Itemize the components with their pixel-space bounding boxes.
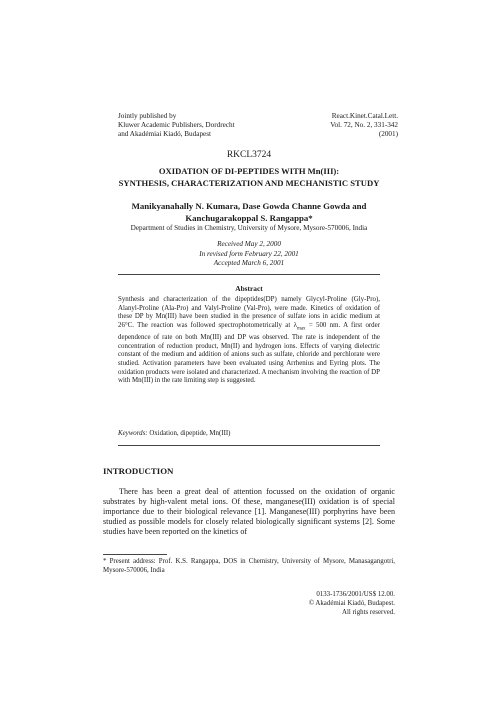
footnote: * Present address: Prof. K.S. Rangappa, DOS in Chemistry, University of Mysore, Manasagangotri, Mysore-570006, India: [103, 558, 395, 574]
journal-citation: [330, 112, 398, 140]
introduction-paragraph: There has been a great deal of attention focussed on the oxidation of organic substrates by high-valent metal ions. Of these, manganese(III) oxidation is of special importance due to their biological relevance [1]. Manganese(III) porphyrins have been studied as possible models for closely related biologically significant systems [2]. Some studies have been reported on the kinetics of: [103, 487, 395, 536]
paper-title: [118, 166, 380, 189]
accepted-date: Accepted March 6, 2001: [213, 259, 285, 267]
copyright-line: © Akadémiai Kiadó, Budapest.: [308, 600, 395, 607]
abstract-bottom-rule: [118, 445, 380, 446]
received-date: Received May 2, 2000: [217, 240, 281, 248]
author-line: Kanchugarakoppal S. Rangappa*: [185, 212, 313, 223]
journal-name: React.Kinet.Catal.Lett.: [331, 112, 398, 120]
section-heading: INTRODUCTION: [103, 466, 174, 476]
issn-line: 0133-1736/2001/US$ 12.00.: [316, 591, 395, 598]
affiliation: Department of Studies in Chemistry, University of Mysore, Mysore-570006, India: [130, 224, 368, 232]
revised-date: In revised form February 22, 2001: [199, 249, 299, 258]
title-line: OXIDATION OF DI-PEPTIDES WITH Mn(III):: [158, 166, 340, 176]
lambda-subscript: max: [296, 326, 306, 332]
abstract-text-part: = 500 nm. A first order dependence of rate on both Mn(III) and DP was observed. The rate is independent of the concentration of reduction product, Mn(II) and hydrogen ions. Effects of varying dielectric constant of the medium and addition of anions such as sulfate, chloride and perchlorate were studied. Activation parameters have been evaluated using Arrhenius and Eyring plots. The oxidation products were isolated and characterized. A mechanism involving the reaction of DP with Mn(III) in the rate limiting step is suggested.: [118, 321, 380, 385]
footnote-rule: [103, 554, 167, 555]
copyright-notice: [309, 590, 395, 617]
publisher-line: Jointly published by: [118, 112, 177, 120]
abstract-heading: Abstract: [235, 284, 263, 293]
abstract-body: [118, 296, 380, 386]
submission-dates: [118, 240, 380, 269]
journal-volume: Vol. 72, No. 2, 331-342: [330, 121, 398, 130]
author-list: [118, 201, 380, 224]
abstract-top-rule: [118, 274, 380, 275]
article-code: RKCL3724: [226, 150, 272, 160]
keywords: [118, 430, 230, 437]
publisher-line: Kluwer Academic Publishers, Dordrecht: [118, 121, 235, 130]
author-line: Manikyanahally N. Kumara, Dase Gowda Channe Gowda and: [131, 201, 367, 211]
rights-line: All rights reserved.: [341, 609, 395, 616]
abstract-text-part: Synthesis and characterization of the dipeptides(DP) namely Glycyl-Proline (Gly-Pro), Alanyl-Proline (Ala-Pro) and Valyl-Proline (Val-Pro), were made. Kinetics of oxidation of these DP by Mn(III) have been studied in the presence of sulfate ions in acidic medium at 26°C. The reaction was followed spectrophotometrically at λ: [118, 296, 380, 329]
keywords-label: Keywords:: [118, 430, 148, 437]
title-line: SYNTHESIS, CHARACTERIZATION AND MECHANISTIC STUDY: [118, 177, 380, 188]
publisher-info: [118, 112, 235, 140]
journal-year: (2001): [378, 130, 398, 139]
publisher-line: and Akadémiai Kiadó, Budapest: [118, 130, 212, 139]
keywords-text: Oxidation, dipeptide, Mn(III): [147, 430, 231, 437]
